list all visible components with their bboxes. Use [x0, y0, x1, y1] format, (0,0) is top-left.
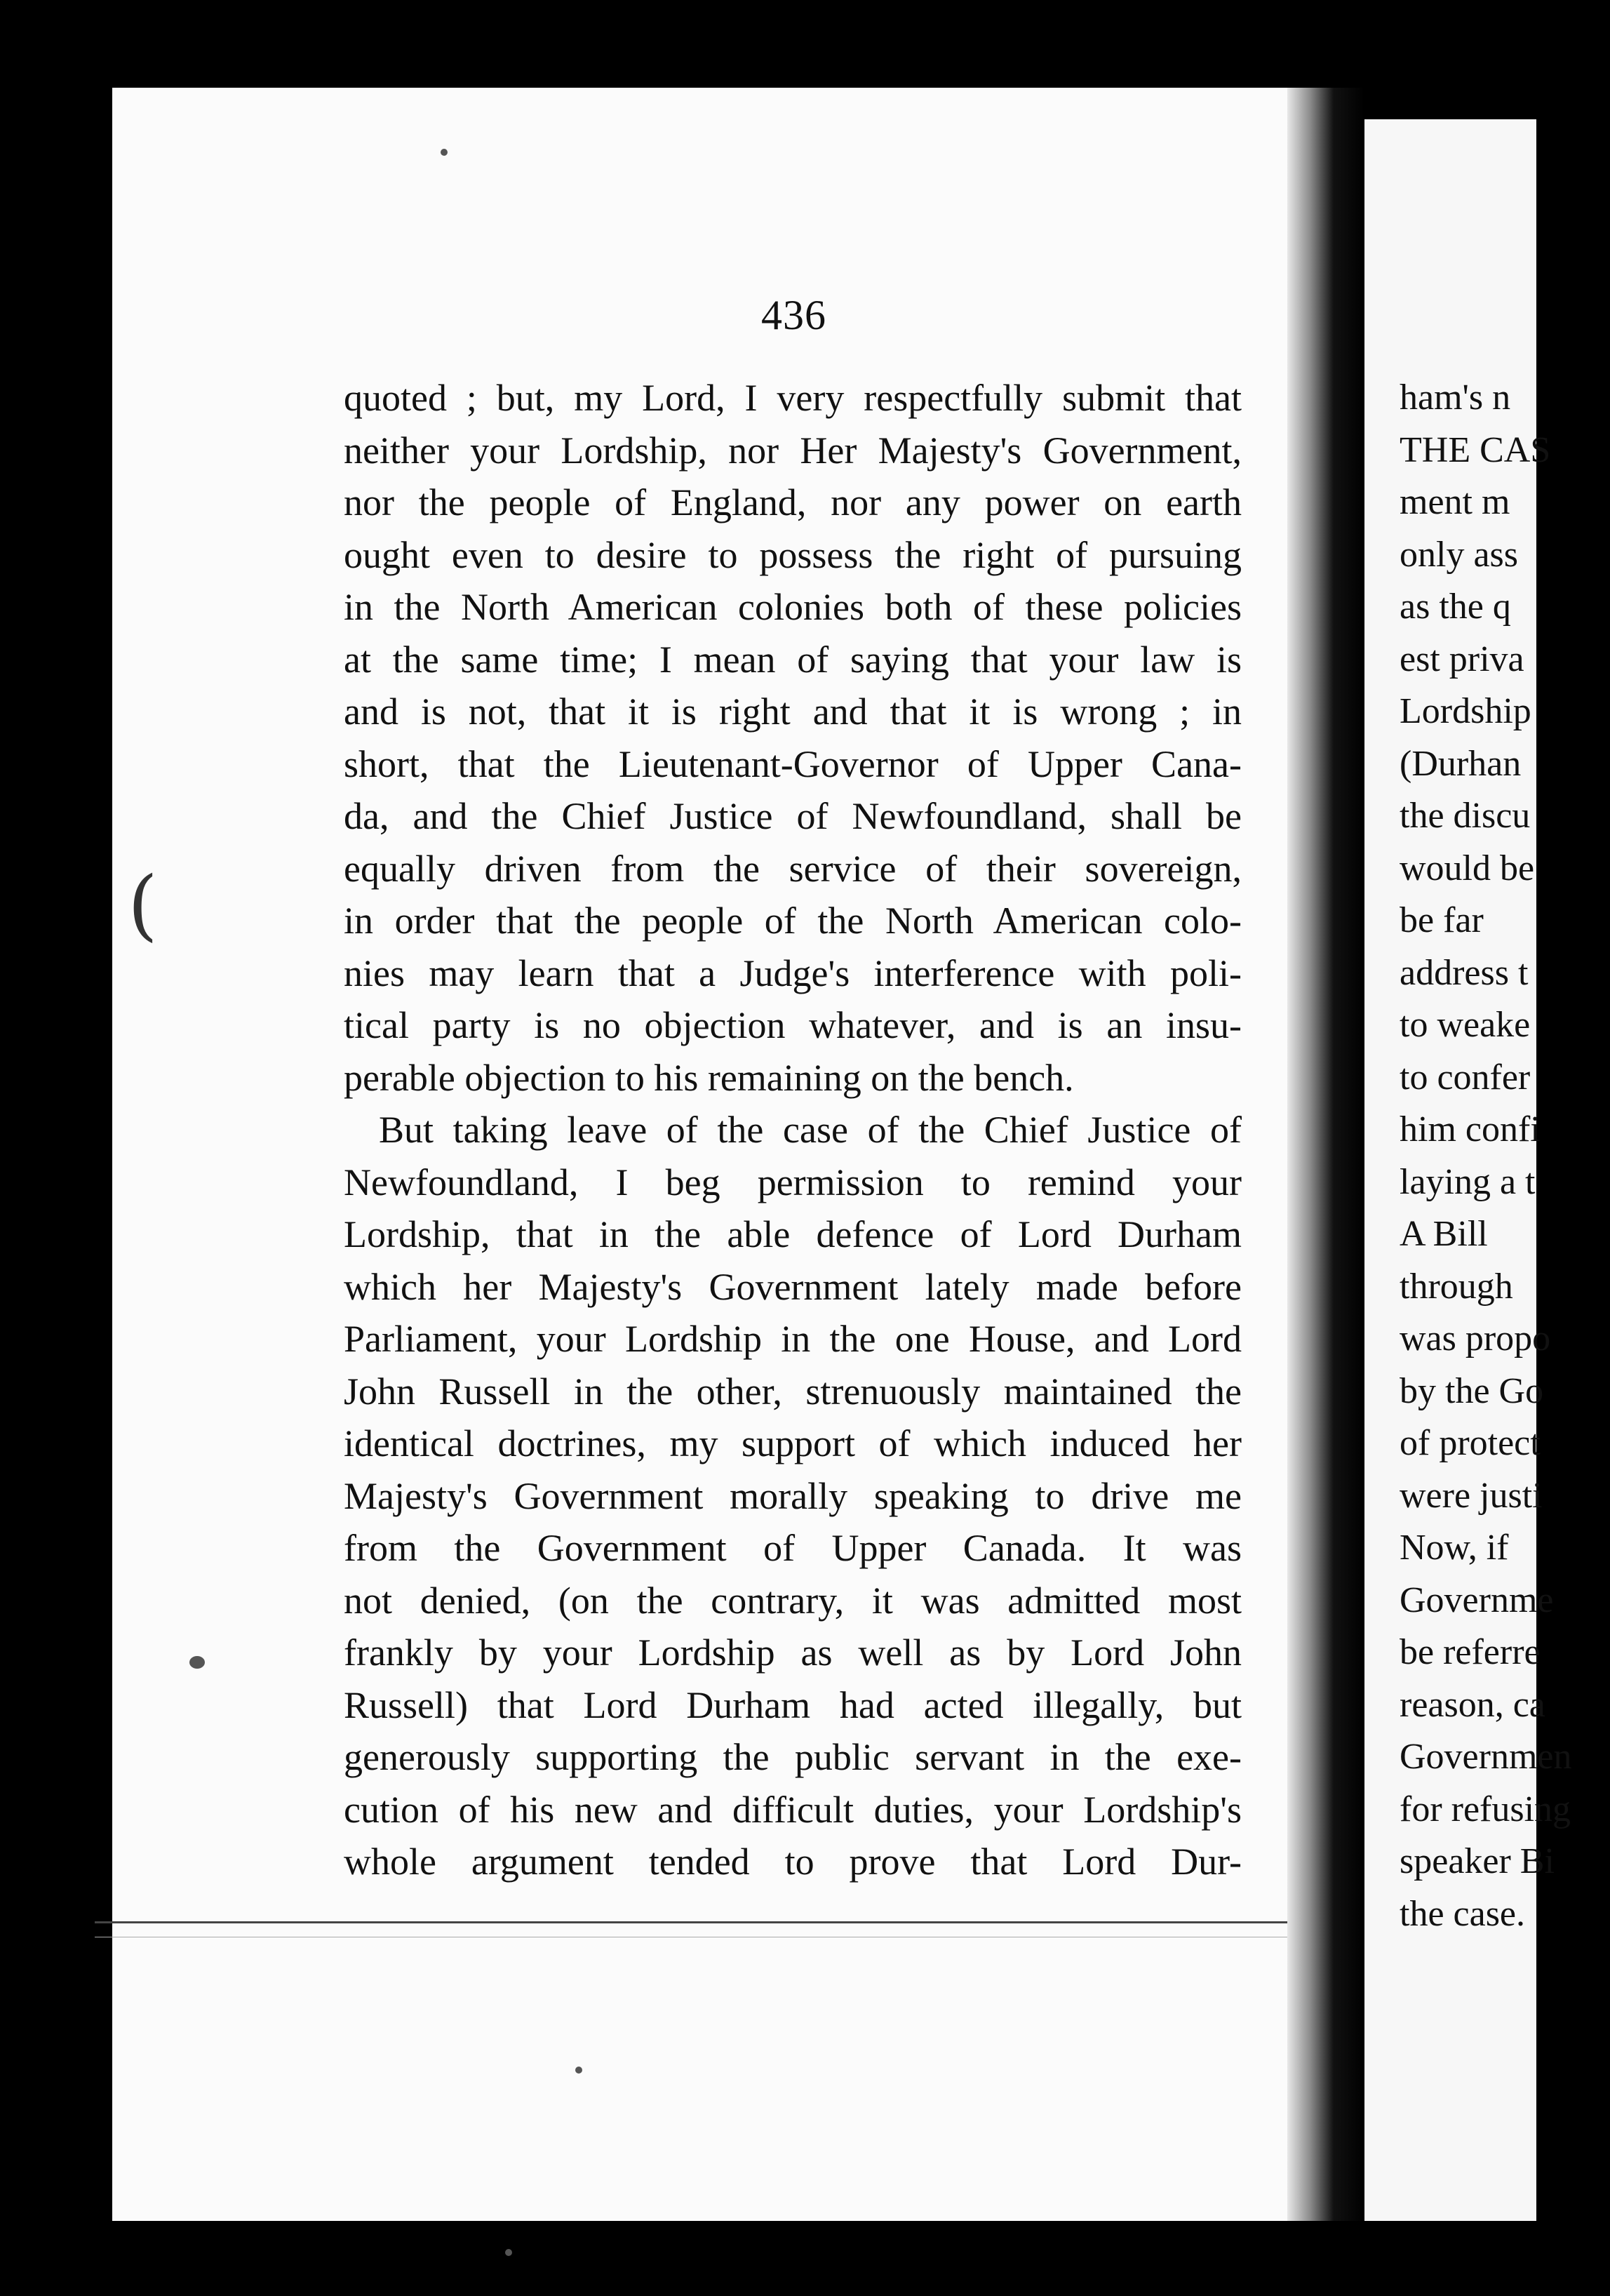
- right-text-line: speaker Bi: [1400, 1841, 1555, 1881]
- text-line: quoted ; but, my Lord, I very respectfully submit that: [344, 377, 1242, 419]
- right-text-line: Now, if: [1400, 1528, 1509, 1568]
- page-speck: [505, 2249, 512, 2256]
- right-text-line: Governmen: [1400, 1737, 1572, 1777]
- right-text-line: by the Go: [1400, 1370, 1544, 1411]
- text-line: whole argument tended to prove that Lord Dur-: [344, 1841, 1242, 1883]
- right-text-line: Governme: [1400, 1580, 1554, 1620]
- text-line: cution of his new and difficult duties, your Lordship's: [344, 1788, 1242, 1831]
- text-line: ought even to desire to possess the right of pursuing: [344, 533, 1242, 576]
- right-text-line: A Bill: [1400, 1214, 1488, 1254]
- text-line: nies may learn that a Judge's interference with poli-: [344, 952, 1242, 994]
- right-text-line: be far: [1400, 900, 1484, 940]
- text-line: da, and the Chief Justice of Newfoundland, shall be: [344, 795, 1242, 837]
- text-line: Parliament, your Lordship in the one House, and Lord: [344, 1318, 1242, 1360]
- right-text-line: him confi: [1400, 1109, 1541, 1149]
- right-text-line: THE CAS: [1400, 429, 1551, 470]
- text-line: tical party is no objection whatever, and is an insu-: [344, 1004, 1242, 1046]
- text-line: generously supporting the public servant in the exe-: [344, 1736, 1242, 1778]
- text-line: John Russell in the other, strenuously maintained the: [344, 1370, 1242, 1413]
- right-text-line: Lordship: [1400, 691, 1531, 731]
- right-text-line: laying a t: [1400, 1161, 1536, 1202]
- right-text-line: for refusing: [1400, 1789, 1571, 1829]
- right-text-line: be referre: [1400, 1632, 1541, 1672]
- right-text-line: ment m: [1400, 482, 1510, 522]
- text-line: from the Government of Upper Canada. It was: [344, 1527, 1242, 1569]
- text-line: equally driven from the service of their sovereign,: [344, 847, 1242, 890]
- text-line: neither your Lordship, nor Her Majesty's Government,: [344, 429, 1242, 472]
- right-text-line: as the q: [1400, 587, 1511, 627]
- text-line: Lordship, that in the able defence of Lord Durham: [344, 1213, 1242, 1255]
- text-line: not denied, (on the contrary, it was admitted most: [344, 1579, 1242, 1622]
- text-line: in the North American colonies both of these policies: [344, 586, 1242, 628]
- right-text-line: to weake: [1400, 1005, 1531, 1045]
- right-text-line: through: [1400, 1266, 1513, 1307]
- right-text-line: would be: [1400, 848, 1535, 888]
- text-line: Russell) that Lord Durham had acted illegally, but: [344, 1683, 1242, 1726]
- right-text-line: (Durhan: [1400, 743, 1522, 784]
- main-text: [344, 372, 1242, 1888]
- text-line: in order that the people of the North American colo-: [344, 900, 1242, 942]
- text-line: and is not, that it is right and that it is wrong ; in: [344, 690, 1242, 733]
- text-line: Majesty's Government morally speaking to drive me: [344, 1474, 1242, 1517]
- page-speck: [189, 1656, 205, 1669]
- page-speck: [575, 2067, 582, 2074]
- bottom-rule: [95, 1921, 1287, 1923]
- right-text-line: only ass: [1400, 534, 1518, 575]
- text-line: which her Majesty's Government lately made before: [344, 1265, 1242, 1308]
- text-line: nor the people of England, nor any power on earth: [344, 481, 1242, 523]
- margin-bracket-mark: (: [128, 860, 158, 949]
- page-speck: [441, 149, 448, 156]
- text-line: Newfoundland, I beg permission to remind your: [344, 1161, 1242, 1203]
- text-line: identical doctrines, my support of which induced her: [344, 1422, 1242, 1464]
- right-text-line: was propo: [1400, 1319, 1551, 1359]
- text-line: perable objection to his remaining on the bench.: [344, 1056, 1074, 1099]
- right-text-line: the case.: [1400, 1893, 1526, 1934]
- right-text-line: the discu: [1400, 796, 1531, 836]
- right-text-line: est priva: [1400, 639, 1524, 679]
- right-text-line: ham's n: [1400, 378, 1511, 418]
- right-page-text: [1400, 372, 1610, 1940]
- page-gutter: [1287, 88, 1364, 2221]
- text-line: short, that the Lieutenant-Governor of Upper Cana-: [344, 742, 1242, 785]
- text-line: frankly by your Lordship as well as by Lord John: [344, 1631, 1242, 1674]
- text-line: But taking leave of the case of the Chief Justice of: [379, 1109, 1242, 1151]
- right-text-line: address t: [1400, 952, 1529, 993]
- right-text-line: to confer: [1400, 1057, 1531, 1097]
- right-text-line: of protect: [1400, 1423, 1541, 1463]
- right-text-line: reason, ca: [1400, 1684, 1545, 1725]
- right-text-line: were justi: [1400, 1475, 1543, 1516]
- text-line: at the same time; I mean of saying that your law is: [344, 638, 1242, 681]
- page-number: 436: [761, 292, 826, 338]
